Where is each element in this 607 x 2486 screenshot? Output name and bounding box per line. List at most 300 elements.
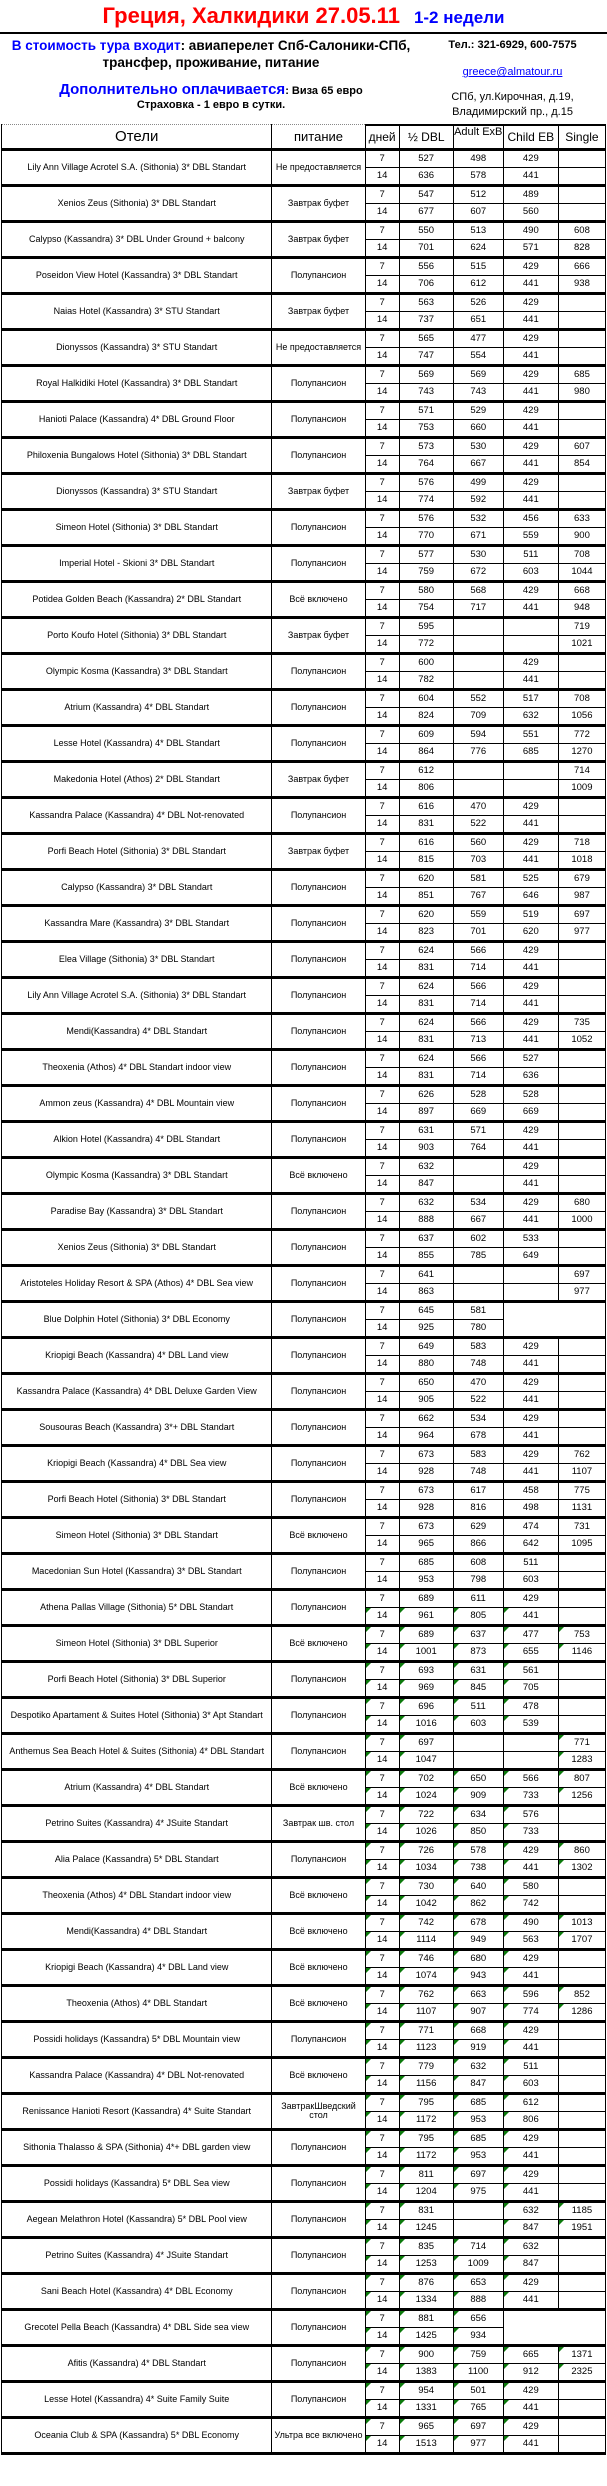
hotel-name-cell: Porfi Beach Hotel (Sithonia) 3* DBL Superior: [2, 1661, 272, 1697]
days-cell: 14: [365, 707, 399, 725]
hotel-name-cell: Anthemus Sea Beach Hotel & Suites (Sithonia) 4* DBL Standart: [2, 1733, 272, 1769]
single-price-cell: [558, 1373, 605, 1391]
dbl-price-cell: 1034: [399, 1859, 453, 1877]
meal-cell: Завтрак буфет: [272, 833, 365, 869]
single-price-cell: 1302: [558, 1859, 605, 1877]
days-cell: 14: [365, 1283, 399, 1301]
child-eb-price-cell: 429: [503, 2417, 558, 2435]
table-row: [2, 437, 606, 455]
adult-exb-price-cell: 650: [453, 1769, 503, 1787]
days-cell: 14: [365, 1787, 399, 1805]
dbl-price-cell: 706: [399, 275, 453, 293]
tour-info-section: [0, 34, 607, 120]
child-eb-price-cell: 441: [503, 959, 558, 977]
dbl-price-cell: 764: [399, 455, 453, 473]
meal-cell: Полупансион: [272, 2345, 365, 2381]
child-eb-price-cell: 441: [503, 1031, 558, 1049]
table-row: [2, 1085, 606, 1103]
adult-exb-price-cell: 560: [453, 833, 503, 851]
meal-cell: Полупансион: [272, 2129, 365, 2165]
child-eb-price-cell: 478: [503, 1697, 558, 1715]
meal-cell: Полупансион: [272, 1265, 365, 1301]
child-eb-price-cell: 525: [503, 869, 558, 887]
adult-exb-price-cell: 534: [453, 1193, 503, 1211]
table-row: [2, 1733, 606, 1751]
single-price-cell: 1107: [558, 1463, 605, 1481]
table-row: [2, 2309, 606, 2327]
hotel-name-cell: Olympic Kosma (Kassandra) 3* DBL Standart: [2, 1157, 272, 1193]
dbl-price-cell: 1001: [399, 1643, 453, 1661]
col-header-child-eb: Child EB: [503, 125, 558, 150]
adult-exb-price-cell: 608: [453, 1553, 503, 1571]
hotel-name-cell: Xenios Zeus (Sithonia) 3* DBL Standart: [2, 1229, 272, 1265]
dbl-price-cell: 547: [399, 185, 453, 203]
dbl-price-cell: 609: [399, 725, 453, 743]
adult-exb-price-cell: [453, 671, 503, 689]
child-eb-price-cell: 441: [503, 2183, 558, 2201]
adult-exb-price-cell: 566: [453, 1013, 503, 1031]
table-row: [2, 1697, 606, 1715]
meal-cell: Полупансион: [272, 1733, 365, 1769]
days-cell: 14: [365, 851, 399, 869]
adult-exb-price-cell: 653: [453, 2273, 503, 2291]
dbl-price-cell: 880: [399, 1355, 453, 1373]
single-price-cell: 772: [558, 725, 605, 743]
dbl-price-cell: 762: [399, 1985, 453, 2003]
table-row: [2, 1229, 606, 1247]
days-cell: 7: [365, 833, 399, 851]
child-eb-price-cell: 490: [503, 1913, 558, 1931]
single-price-cell: [558, 1121, 605, 1139]
adult-exb-price-cell: 515: [453, 257, 503, 275]
single-price-cell: 718: [558, 833, 605, 851]
adult-exb-price-cell: [453, 761, 503, 779]
days-cell: 7: [365, 1157, 399, 1175]
child-eb-price-cell: 441: [503, 455, 558, 473]
adult-exb-price-cell: 529: [453, 401, 503, 419]
days-cell: 7: [365, 365, 399, 383]
table-row: [2, 401, 606, 419]
dbl-price-cell: 864: [399, 743, 453, 761]
child-eb-price-cell: 429: [503, 437, 558, 455]
table-row: [2, 2129, 606, 2147]
adult-exb-price-cell: 607: [453, 203, 503, 221]
hotel-name-cell: Theoxenia (Athos) 4* DBL Standart indoor view: [2, 1877, 272, 1913]
adult-exb-price-cell: 943: [453, 1967, 503, 1985]
phone-number: Тел.: 321-6929, 600-7575: [448, 39, 577, 51]
child-eb-price-cell: 429: [503, 2273, 558, 2291]
dbl-price-cell: 743: [399, 383, 453, 401]
days-cell: 14: [365, 1823, 399, 1841]
dbl-price-cell: 662: [399, 1409, 453, 1427]
single-price-cell: 1013: [558, 1913, 605, 1931]
table-row: [2, 941, 606, 959]
single-price-cell: 1000: [558, 1211, 605, 1229]
dbl-price-cell: 556: [399, 257, 453, 275]
adult-exb-price-cell: 1100: [453, 2363, 503, 2381]
child-eb-price-cell: 429: [503, 473, 558, 491]
dbl-price-cell: 1123: [399, 2039, 453, 2057]
child-eb-price-cell: 603: [503, 1571, 558, 1589]
dbl-price-cell: 550: [399, 221, 453, 239]
days-cell: 14: [365, 743, 399, 761]
child-eb-price-cell: 429: [503, 293, 558, 311]
days-cell: 14: [365, 1535, 399, 1553]
adult-exb-price-cell: 685: [453, 2129, 503, 2147]
child-eb-price-cell: 429: [503, 2381, 558, 2399]
days-cell: 14: [365, 2147, 399, 2165]
meal-cell: Полупансион: [272, 1085, 365, 1121]
child-eb-price-cell: 441: [503, 1859, 558, 1877]
child-eb-price-cell: 596: [503, 1985, 558, 2003]
child-eb-price-cell: 517: [503, 689, 558, 707]
days-cell: 7: [365, 221, 399, 239]
single-price-cell: 987: [558, 887, 605, 905]
dbl-price-cell: 576: [399, 509, 453, 527]
meal-cell: Полупансион: [272, 797, 365, 833]
adult-exb-price-cell: [453, 2219, 503, 2237]
table-row: [2, 1625, 606, 1643]
office-address: [422, 90, 603, 120]
adult-exb-price-cell: 566: [453, 977, 503, 995]
dbl-price-cell: 1074: [399, 1967, 453, 1985]
dbl-price-cell: 673: [399, 1517, 453, 1535]
single-price-cell: [558, 1337, 605, 1355]
days-cell: 7: [365, 2273, 399, 2291]
table-row: [2, 1265, 606, 1283]
hotel-name-cell: Renissance Hanioti Resort (Kassandra) 4* Suite Standart: [2, 2093, 272, 2129]
days-cell: 14: [365, 815, 399, 833]
child-eb-price-cell: 511: [503, 2057, 558, 2075]
days-cell: 14: [365, 2363, 399, 2381]
days-cell: 7: [365, 1589, 399, 1607]
table-row: [2, 797, 606, 815]
child-eb-price-cell: 477: [503, 1625, 558, 1643]
meal-cell: ЗавтракШведский стол: [272, 2093, 365, 2129]
days-cell: 14: [365, 1463, 399, 1481]
single-price-cell: [558, 401, 605, 419]
meal-cell: Полупансион: [272, 257, 365, 293]
meal-cell: Полупансион: [272, 1121, 365, 1157]
adult-exb-price-cell: 934: [453, 2327, 503, 2345]
single-price-cell: 938: [558, 275, 605, 293]
table-row: [2, 2057, 606, 2075]
dbl-price-cell: 806: [399, 779, 453, 797]
child-eb-price-cell: 429: [503, 581, 558, 599]
single-price-cell: [558, 185, 605, 203]
child-eb-price-cell: 441: [503, 1139, 558, 1157]
price-table-body: [2, 149, 606, 2453]
single-price-cell: [558, 1067, 605, 1085]
dbl-price-cell: 650: [399, 1373, 453, 1391]
days-cell: 14: [365, 599, 399, 617]
single-price-cell: 1371: [558, 2345, 605, 2363]
single-price-cell: 807: [558, 1769, 605, 1787]
single-price-cell: 852: [558, 1985, 605, 2003]
hotel-name-cell: Kriopigi Beach (Kassandra) 4* DBL Sea view: [2, 1445, 272, 1481]
dbl-price-cell: 641: [399, 1265, 453, 1283]
single-price-cell: [558, 671, 605, 689]
meal-cell: Полупансион: [272, 2021, 365, 2057]
adult-exb-price-cell: 583: [453, 1445, 503, 1463]
table-row: [2, 2345, 606, 2363]
child-eb-price-cell: 456: [503, 509, 558, 527]
child-eb-price-cell: 429: [503, 1445, 558, 1463]
days-cell: 14: [365, 1859, 399, 1877]
hotel-name-cell: Sani Beach Hotel (Kassandra) 4* DBL Economy: [2, 2273, 272, 2309]
hotel-name-cell: Xenios Zeus (Sithonia) 3* DBL Standart: [2, 185, 272, 221]
meal-cell: Завтрак шв. стол: [272, 1805, 365, 1841]
adult-exb-price-cell: 685: [453, 2093, 503, 2111]
days-cell: 7: [365, 2309, 399, 2327]
dbl-price-cell: 742: [399, 1913, 453, 1931]
adult-exb-price-cell: 714: [453, 1067, 503, 1085]
adult-exb-price-cell: 759: [453, 2345, 503, 2363]
hotel-name-cell: Olympic Kosma (Kassandra) 3* DBL Standart: [2, 653, 272, 689]
single-price-cell: 1021: [558, 635, 605, 653]
child-eb-price-cell: 429: [503, 1013, 558, 1031]
adult-exb-price-cell: 714: [453, 995, 503, 1013]
meal-cell: Завтрак буфет: [272, 185, 365, 221]
adult-exb-price-cell: 629: [453, 1517, 503, 1535]
meal-cell: Полупансион: [272, 1553, 365, 1589]
table-row: [2, 977, 606, 995]
meal-cell: Полупансион: [272, 905, 365, 941]
child-eb-price-cell: 429: [503, 365, 558, 383]
adult-exb-price-cell: 528: [453, 1085, 503, 1103]
dbl-price-cell: 795: [399, 2129, 453, 2147]
single-price-cell: 977: [558, 1283, 605, 1301]
child-eb-price-cell: 603: [503, 563, 558, 581]
page-title: Греция, Халкидики 27.05.11: [102, 3, 400, 28]
single-price-cell: 697: [558, 905, 605, 923]
hotel-name-cell: Porfi Beach Hotel (Sithonia) 3* DBL Standart: [2, 1481, 272, 1517]
dbl-price-cell: 888: [399, 1211, 453, 1229]
days-cell: 14: [365, 275, 399, 293]
single-price-cell: 1095: [558, 1535, 605, 1553]
days-cell: 14: [365, 923, 399, 941]
meal-cell: Завтрак буфет: [272, 617, 365, 653]
single-price-cell: 753: [558, 1625, 605, 1643]
days-cell: 7: [365, 2417, 399, 2435]
adult-exb-price-cell: 764: [453, 1139, 503, 1157]
adult-exb-price-cell: 816: [453, 1499, 503, 1517]
single-price-cell: [558, 2129, 605, 2147]
single-price-cell: 980: [558, 383, 605, 401]
table-row: [2, 689, 606, 707]
adult-exb-price-cell: [453, 2201, 503, 2219]
dbl-price-cell: 1114: [399, 1931, 453, 1949]
hotel-name-cell: Kassandra Palace (Kassandra) 4* DBL Deluxe Garden View: [2, 1373, 272, 1409]
meal-cell: Всё включено: [272, 1877, 365, 1913]
dbl-price-cell: 563: [399, 293, 453, 311]
meal-cell: Полупансион: [272, 1337, 365, 1373]
table-row: [2, 2237, 606, 2255]
hotel-name-cell: Alia Palace (Kassandra) 5* DBL Standart: [2, 1841, 272, 1877]
days-cell: 7: [365, 761, 399, 779]
extra-label: Дополнительно оплачивается: [59, 80, 286, 98]
table-row: [2, 1409, 606, 1427]
days-cell: 7: [365, 2345, 399, 2363]
child-eb-price-cell: 559: [503, 527, 558, 545]
days-cell: 7: [365, 2021, 399, 2039]
dbl-price-cell: 811: [399, 2165, 453, 2183]
hotel-name-cell: Theoxenia (Athos) 4* DBL Standart indoor view: [2, 1049, 272, 1085]
table-row: [2, 149, 606, 167]
days-cell: 7: [365, 1373, 399, 1391]
adult-exb-price-cell: 513: [453, 221, 503, 239]
single-price-cell: [558, 2273, 605, 2291]
adult-exb-price-cell: 714: [453, 959, 503, 977]
adult-exb-price-cell: 714: [453, 2237, 503, 2255]
dbl-price-cell: 624: [399, 1013, 453, 1031]
table-row: [2, 1589, 606, 1607]
single-price-cell: [558, 2111, 605, 2129]
hotel-name-cell: Kriopigi Beach (Kassandra) 4* DBL Land view: [2, 1949, 272, 1985]
child-eb-price-cell: 441: [503, 815, 558, 833]
table-row: [2, 1985, 606, 2003]
dbl-price-cell: 685: [399, 1553, 453, 1571]
days-cell: 7: [365, 185, 399, 203]
single-price-cell: 771: [558, 1733, 605, 1751]
days-cell: 14: [365, 1967, 399, 1985]
hotel-name-cell: Sithonia Thalasso & SPA (Sithonia) 4*+ DBL garden view: [2, 2129, 272, 2165]
meal-cell: Полупансион: [272, 725, 365, 761]
child-eb-price-cell: [503, 1733, 558, 1751]
email-link[interactable]: greece@almatour.ru: [462, 66, 563, 79]
single-price-cell: [558, 329, 605, 347]
hotel-name-cell: Aegean Melathron Hotel (Kassandra) 5* DBL Pool view: [2, 2201, 272, 2237]
dbl-price-cell: 965: [399, 1535, 453, 1553]
adult-exb-price-cell: 611: [453, 1589, 503, 1607]
adult-exb-price-cell: 592: [453, 491, 503, 509]
adult-exb-price-cell: 748: [453, 1355, 503, 1373]
meal-cell: Полупансион: [272, 401, 365, 437]
adult-exb-price-cell: 671: [453, 527, 503, 545]
includes-block: [0, 34, 422, 120]
days-cell: 7: [365, 2165, 399, 2183]
meal-cell: Полупансион: [272, 545, 365, 581]
days-cell: 7: [365, 545, 399, 563]
adult-exb-price-cell: 697: [453, 2417, 503, 2435]
table-row: [2, 1193, 606, 1211]
dbl-price-cell: 616: [399, 797, 453, 815]
days-cell: 7: [365, 1229, 399, 1247]
dbl-price-cell: 831: [399, 995, 453, 1013]
dbl-price-cell: 772: [399, 635, 453, 653]
col-header-adult-exb: Adult ExB: [453, 125, 503, 150]
days-cell: 7: [365, 1661, 399, 1679]
adult-exb-price-cell: 907: [453, 2003, 503, 2021]
merged-empty-cell: [503, 1301, 605, 1337]
dbl-price-cell: 1156: [399, 2075, 453, 2093]
address-line-2: Владимирский пр., д.15: [452, 106, 573, 119]
meal-cell: Всё включено: [272, 1157, 365, 1193]
days-cell: 14: [365, 635, 399, 653]
child-eb-price-cell: 705: [503, 1679, 558, 1697]
days-cell: 7: [365, 1481, 399, 1499]
meal-cell: Всё включено: [272, 581, 365, 617]
adult-exb-price-cell: 668: [453, 2021, 503, 2039]
table-row: [2, 1481, 606, 1499]
adult-exb-price-cell: 532: [453, 509, 503, 527]
single-price-cell: [558, 1085, 605, 1103]
meal-cell: Полупансион: [272, 869, 365, 905]
single-price-cell: [558, 815, 605, 833]
single-price-cell: [558, 959, 605, 977]
adult-exb-price-cell: 701: [453, 923, 503, 941]
child-eb-price-cell: 847: [503, 2255, 558, 2273]
table-row: [2, 1301, 606, 1319]
days-cell: 7: [365, 2237, 399, 2255]
dbl-price-cell: 925: [399, 1319, 453, 1337]
adult-exb-price-cell: 498: [453, 149, 503, 167]
child-eb-price-cell: 441: [503, 1607, 558, 1625]
table-row: [2, 653, 606, 671]
days-cell: 7: [365, 293, 399, 311]
dbl-price-cell: 620: [399, 869, 453, 887]
days-cell: 7: [365, 581, 399, 599]
adult-exb-price-cell: 522: [453, 1391, 503, 1409]
hotel-name-cell: Kassandra Palace (Kassandra) 4* DBL Not-renovated: [2, 797, 272, 833]
hotel-name-cell: Sousouras Beach (Kassandra) 3*+ DBL Standart: [2, 1409, 272, 1445]
dbl-price-cell: 831: [399, 1031, 453, 1049]
single-price-cell: [558, 941, 605, 959]
days-cell: 14: [365, 347, 399, 365]
child-eb-price-cell: 566: [503, 1769, 558, 1787]
adult-exb-price-cell: 637: [453, 1625, 503, 1643]
child-eb-price-cell: 620: [503, 923, 558, 941]
days-cell: 7: [365, 1517, 399, 1535]
days-cell: 14: [365, 419, 399, 437]
table-row: [2, 2165, 606, 2183]
dbl-price-cell: 1042: [399, 1895, 453, 1913]
adult-exb-price-cell: 632: [453, 2057, 503, 2075]
meal-cell: Полупансион: [272, 1697, 365, 1733]
hotel-name-cell: Simeon Hotel (Sithonia) 3* DBL Superior: [2, 1625, 272, 1661]
adult-exb-price-cell: 669: [453, 1103, 503, 1121]
days-cell: 7: [365, 1625, 399, 1643]
child-eb-price-cell: 646: [503, 887, 558, 905]
dbl-price-cell: 624: [399, 1049, 453, 1067]
col-header-half-dbl: ½ DBL: [399, 125, 453, 150]
child-eb-price-cell: 429: [503, 1841, 558, 1859]
meal-cell: Полупансион: [272, 1445, 365, 1481]
adult-exb-price-cell: [453, 653, 503, 671]
days-cell: 14: [365, 1103, 399, 1121]
dbl-price-cell: 673: [399, 1481, 453, 1499]
dbl-price-cell: 1334: [399, 2291, 453, 2309]
single-price-cell: [558, 473, 605, 491]
table-row: [2, 257, 606, 275]
days-cell: 7: [365, 1877, 399, 1895]
table-row: [2, 1841, 606, 1859]
dbl-price-cell: 1425: [399, 2327, 453, 2345]
single-price-cell: 1707: [558, 1931, 605, 1949]
dbl-price-cell: 626: [399, 1085, 453, 1103]
dbl-price-cell: 831: [399, 2201, 453, 2219]
adult-exb-price-cell: 909: [453, 1787, 503, 1805]
days-cell: 14: [365, 2435, 399, 2453]
single-price-cell: [558, 2255, 605, 2273]
child-eb-price-cell: 441: [503, 1427, 558, 1445]
days-cell: 14: [365, 1391, 399, 1409]
dbl-price-cell: 1513: [399, 2435, 453, 2453]
adult-exb-price-cell: 568: [453, 581, 503, 599]
child-eb-price-cell: [503, 779, 558, 797]
single-price-cell: [558, 491, 605, 509]
single-price-cell: [558, 2093, 605, 2111]
